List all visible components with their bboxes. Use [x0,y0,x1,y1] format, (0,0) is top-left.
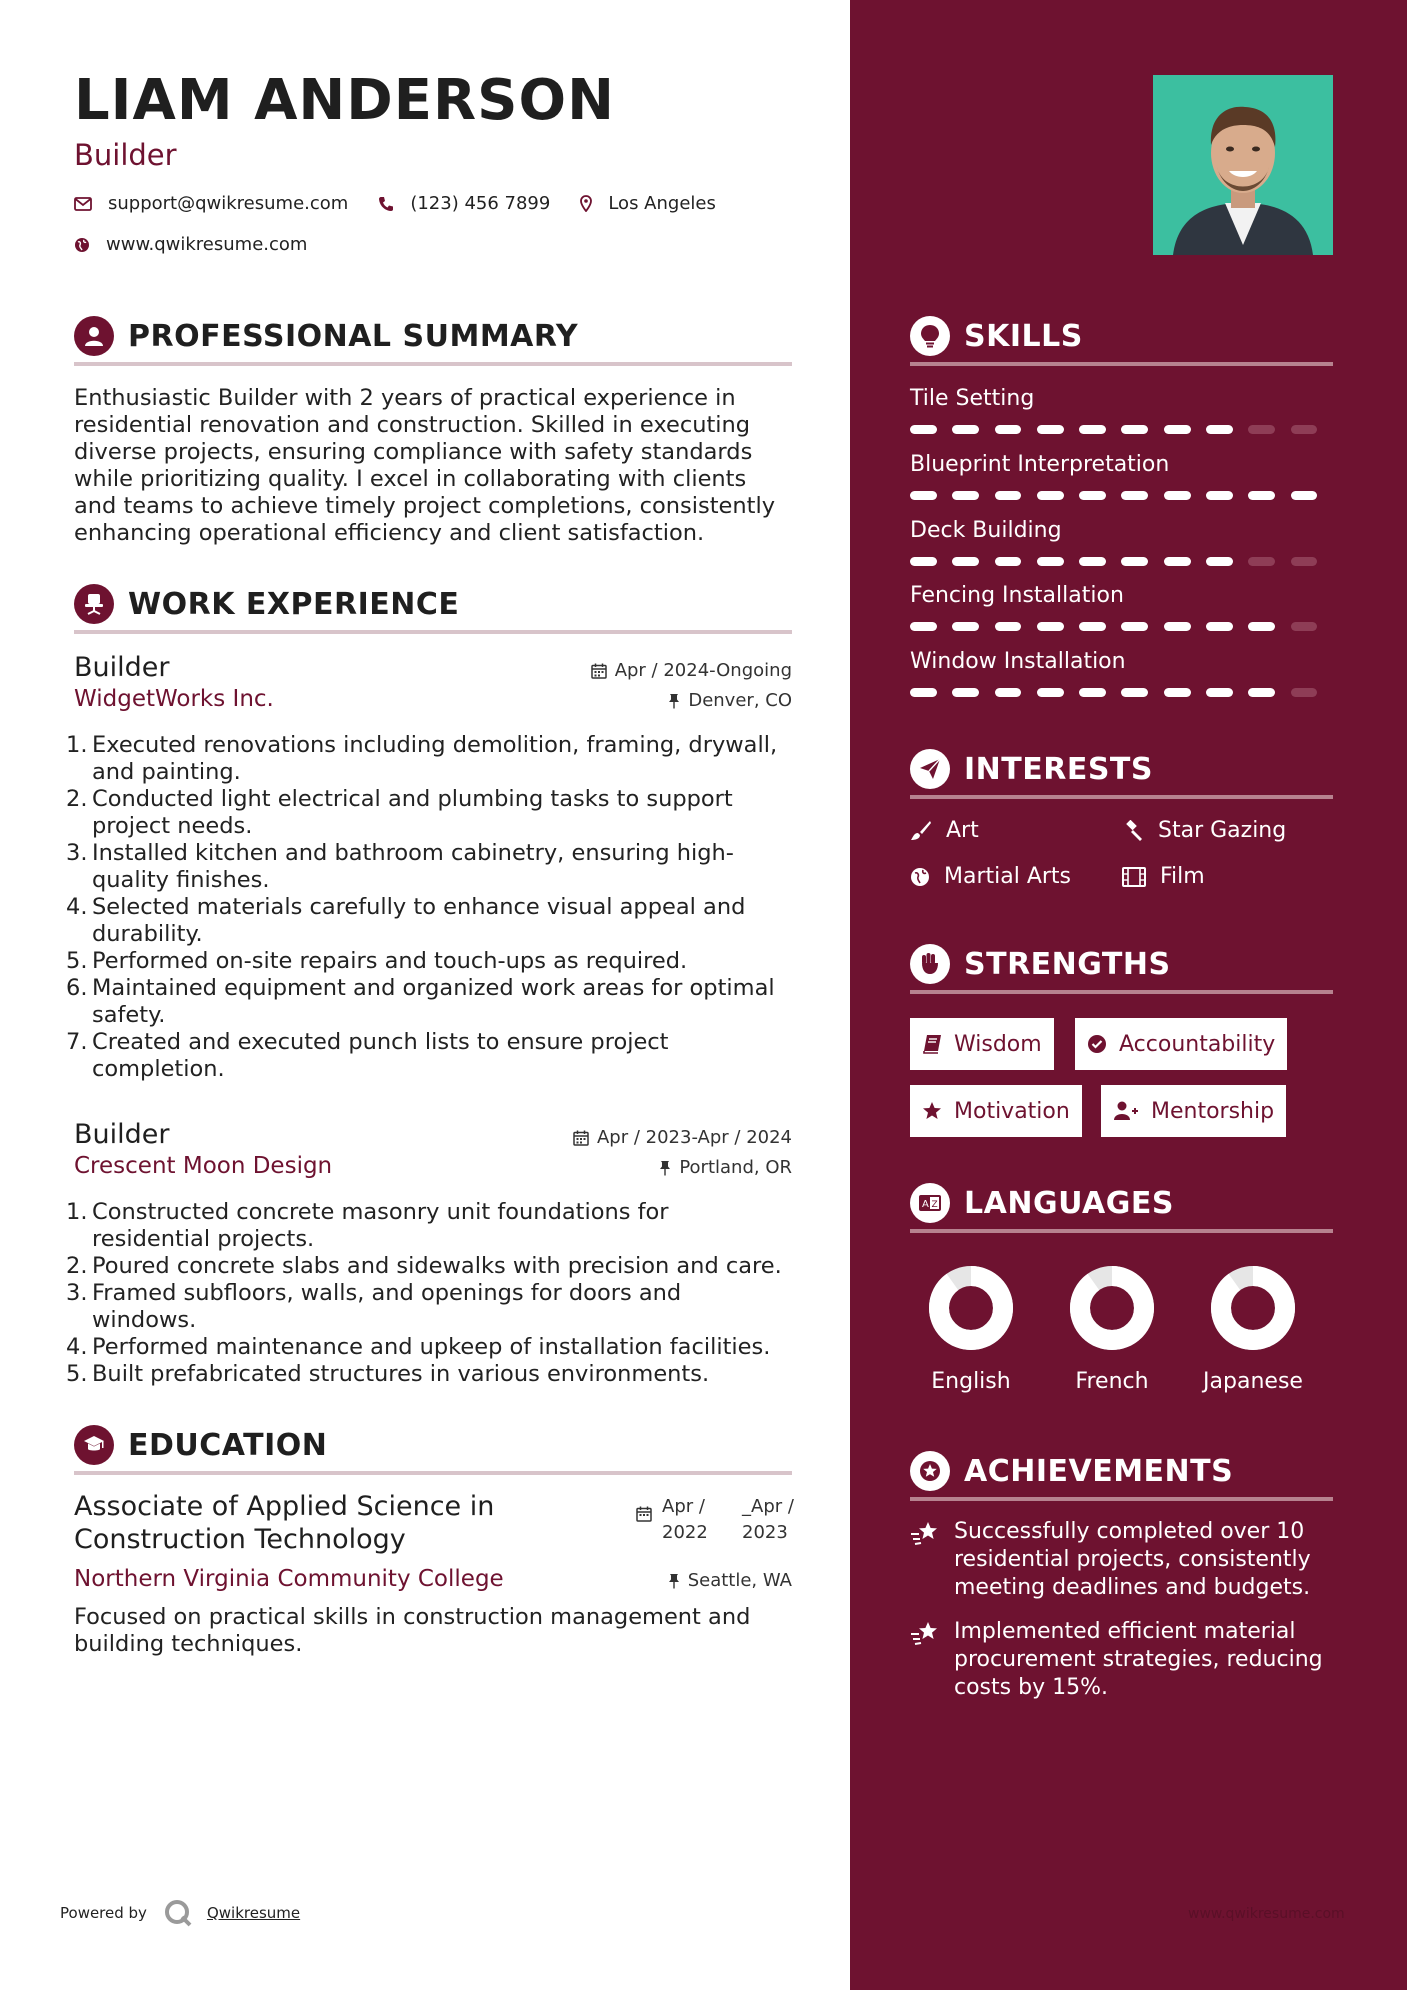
skill-dash [952,491,979,500]
skill-dash [1037,491,1064,500]
strength-label: Wisdom [954,1031,1042,1057]
skill-dash [1079,622,1106,631]
skill-dash [910,688,937,697]
strength-tag [910,1018,1054,1070]
language-item [1047,1265,1177,1394]
interest-item [1122,818,1286,843]
skill-item [910,518,1333,566]
skill-dash [995,557,1022,566]
calendar-icon [573,1130,589,1146]
interest-item [910,818,979,843]
skill-name: Blueprint Interpretation [910,452,1170,477]
strength-label: Mentorship [1151,1098,1275,1124]
summary-heading [74,316,792,356]
duty-text: Performed on-site repairs and touch-ups as required. [92,948,688,974]
interest-item [910,864,1071,889]
job-company: Crescent Moon Design [74,1153,333,1179]
skill-dash [1121,622,1148,631]
envelope-icon [74,197,92,211]
skill-dash [1206,491,1233,500]
education-description: Focused on practical skills in construction management and building techniques. [74,1604,751,1657]
calendar-icon [636,1506,652,1522]
skill-name: Fencing Installation [910,583,1124,608]
strength-tag [1075,1018,1287,1070]
check-circle-icon [1087,1034,1107,1054]
skill-dash [1164,557,1191,566]
phone-text: (123) 456 7899 [410,193,551,214]
section-divider [910,1229,1333,1233]
powered-by [60,1898,300,1928]
interest-label: Art [946,818,979,843]
book-icon [922,1034,942,1054]
section-title: ACHIEVEMENTS [964,1453,1234,1489]
duty-item: 1. Executed renovations including demolition, framing, drywall, and painting. [66,732,778,785]
profile-photo [1153,75,1333,255]
office-chair-icon [74,584,114,624]
skill-dash [952,622,979,631]
calendar-icon [591,663,607,679]
skill-item [910,386,1333,434]
film-icon [1122,867,1146,887]
skill-dash [910,622,937,631]
right-column [850,0,1407,1990]
contact-row-2 [74,234,337,255]
job-date-text: Apr / 2023-Apr / 2024 [596,1127,792,1148]
strengths-heading [910,944,1333,984]
skill-dash [952,425,979,434]
education-entry [74,1490,794,1657]
strength-label: Motivation [954,1098,1070,1124]
skill-dash [1037,557,1064,566]
qwikresume-logo-icon [163,1898,193,1928]
candidate-name: LIAM ANDERSON [74,68,615,133]
gavel-icon [1122,820,1144,842]
duty-text: Selected materials carefully to enhance visual appeal and durability. [92,894,746,947]
skills-heading [910,316,1333,356]
job-duties [66,732,792,1083]
contact-phone[interactable] [378,193,550,214]
skill-item [910,649,1333,697]
skill-dash [1164,622,1191,631]
language-label: English [931,1369,1011,1394]
skill-dash [1206,688,1233,697]
job-location-text: Denver, CO [688,690,792,711]
duty-text: Performed maintenance and upkeep of installation facilities. [92,1334,771,1360]
skill-dash [1037,688,1064,697]
duty-item: 5. Performed on-site repairs and touch-ups as required. [66,948,688,974]
section-title: STRENGTHS [964,946,1171,982]
section-title: WORK EXPERIENCE [128,586,460,622]
skill-level-bar [910,491,1333,500]
contact-location [580,193,716,214]
duty-text: Constructed concrete masonry unit foundations for residential projects. [92,1199,669,1252]
education-date [636,1494,798,1546]
job-duties [66,1199,792,1388]
pushpin-icon [668,1573,680,1589]
section-divider [910,362,1333,366]
achievement-item [910,1518,1340,1602]
svg-text:Z: Z [931,1200,938,1210]
skill-dash [1206,622,1233,631]
candidate-title: Builder [74,138,177,172]
donut-fill [1080,1276,1144,1340]
section-divider [74,362,792,366]
skill-dash [995,491,1022,500]
job-company: WidgetWorks Inc. [74,686,274,712]
job-entry [66,1119,792,1388]
skill-dash [995,622,1022,631]
skill-dash [1291,491,1318,500]
graduation-icon [74,1425,114,1465]
interest-label: Martial Arts [944,864,1072,889]
experience-heading [74,584,792,624]
skill-dash [1291,425,1318,434]
section-title: INTERESTS [964,751,1153,787]
duty-item: 3. Installed kitchen and bathroom cabinetry, ensuring high-quality finishes. [66,840,734,893]
education-location [668,1570,792,1591]
skill-dash [1079,557,1106,566]
job-date [591,660,792,681]
duty-text: Framed subfloors, walls, and openings for doors and windows. [92,1280,682,1333]
skill-dash [1164,491,1191,500]
skill-level-bar [910,688,1333,697]
languages-heading [910,1183,1333,1223]
interest-label: Star Gazing [1158,818,1287,843]
user-plus-icon [1113,1101,1139,1121]
job-role: Builder [74,1119,170,1150]
language-level-donut [1210,1265,1296,1351]
star-badge-icon [910,1451,950,1491]
section-divider [74,1471,792,1475]
skill-dash [1121,557,1148,566]
skill-dash [1248,688,1275,697]
skill-dash [1121,425,1148,434]
education-location-text: Seattle, WA [687,1570,792,1591]
skill-dash [995,688,1022,697]
skill-dash [1248,622,1275,631]
language-item [1188,1265,1318,1394]
lightbulb-icon [910,316,950,356]
interest-label: Film [1160,864,1205,889]
brand-link[interactable]: Qwikresume [206,1904,301,1922]
skill-dash [1079,491,1106,500]
watermark: www.qwikresume.com [1188,1906,1345,1922]
skill-dash [1164,688,1191,697]
skill-dash [1121,491,1148,500]
section-divider [910,795,1333,799]
skill-dash [952,557,979,566]
language-label: French [1075,1369,1149,1394]
section-title: EDUCATION [128,1427,328,1463]
skill-item [910,452,1333,500]
paintbrush-icon [910,820,932,842]
skill-dash [1079,688,1106,697]
duty-item: 4. Performed maintenance and upkeep of installation facilities. [66,1334,771,1360]
fist-icon [910,944,950,984]
duty-item: 2. Poured concrete slabs and sidewalks with precision and care. [66,1253,782,1279]
education-heading [74,1425,792,1465]
skill-dash [995,425,1022,434]
duty-text: Executed renovations including demolition, framing, drywall, and painting. [92,732,778,785]
skill-dash [1079,425,1106,434]
section-divider [910,1497,1333,1501]
donut-fill [1221,1276,1285,1340]
degree: Associate of Applied Science in Construction Technology [74,1491,495,1555]
skill-dash [1121,688,1148,697]
job-entry [66,652,792,1083]
school-name: Northern Virginia Community College [74,1566,504,1592]
job-role: Builder [74,652,170,683]
duty-text: Built prefabricated structures in various environments. [92,1361,710,1387]
interests-heading [910,749,1333,789]
duty-item: 7. Created and executed punch lists to ensure project completion. [66,1029,669,1082]
contact-email[interactable] [74,193,348,214]
skill-level-bar [910,557,1333,566]
section-title: SKILLS [964,318,1083,354]
skill-dash [952,688,979,697]
duty-item: 6. Maintained equipment and organized work areas for optimal safety. [66,975,775,1028]
skill-dash [910,557,937,566]
section-title: LANGUAGES [964,1185,1174,1221]
globe-icon [74,237,90,253]
skill-dash [1164,425,1191,434]
duty-item: 2. Conducted light electrical and plumbing tasks to support project needs. [66,786,733,839]
location-text: Los Angeles [608,193,716,214]
skill-dash [1037,425,1064,434]
globe-icon [910,867,930,887]
section-divider [74,630,792,634]
donut-fill [939,1276,1003,1340]
skill-dash [1248,425,1275,434]
duty-item: 3. Framed subfloors, walls, and openings for doors and windows. [66,1280,682,1333]
shooting-star-icon [910,1620,940,1646]
contact-row [74,193,746,214]
language-level-donut [1069,1265,1155,1351]
language-label: Japanese [1203,1369,1303,1394]
language-icon [910,1183,950,1223]
duty-text: Conducted light electrical and plumbing tasks to support project needs. [92,786,733,839]
job-date [573,1127,792,1148]
summary-text: Enthusiastic Builder with 2 years of practical experience in residential renovation and construction. Skilled in executing diverse projects, ensuring compliance with safety standards while prioritizing quality. I excel in collaborating with clients and teams to achieve timely project completions, consistently enhancing operational efficiency and client satisfaction. [74,385,776,546]
skill-dash [1248,557,1275,566]
achievement-item [910,1618,1340,1702]
skill-item [910,583,1333,631]
svg-text:A: A [922,1199,929,1210]
strength-tag [1101,1085,1286,1137]
achievement-text: Implemented efficient material procurement strategies, reducing costs by 15%. [954,1619,1323,1700]
portrait-image [1153,75,1333,255]
duty-text: Installed kitchen and bathroom cabinetry, ensuring high-quality finishes. [92,840,734,893]
shooting-star-icon [910,1520,940,1546]
skill-dash [1037,622,1064,631]
website-text: www.qwikresume.com [106,234,308,255]
phone-icon [378,196,394,212]
duty-text: Poured concrete slabs and sidewalks with precision and care. [92,1253,782,1279]
language-level-donut [928,1265,1014,1351]
skill-dash [1291,557,1318,566]
job-location [668,690,792,711]
powered-by-text: Powered by [60,1904,147,1922]
duty-text: Created and executed punch lists to ensure project completion. [92,1029,669,1082]
skill-dash [1291,688,1318,697]
strength-tag [910,1085,1082,1137]
map-pin-icon [580,195,592,212]
job-date-text: Apr / 2024-Ongoing [614,660,792,681]
paper-plane-icon [910,749,950,789]
skill-level-bar [910,425,1333,434]
interest-item [1122,864,1205,889]
achievements-heading [910,1451,1333,1491]
duty-item: 1. Constructed concrete masonry unit foundations for residential projects. [66,1199,669,1252]
email-text: support@qwikresume.com [108,193,349,214]
job-location [659,1157,792,1178]
duty-item: 5. Built prefabricated structures in various environments. [66,1361,710,1387]
language-item [906,1265,1036,1394]
skill-dash [1206,557,1233,566]
section-divider [910,990,1333,994]
skill-dash [1248,491,1275,500]
skill-name: Window Installation [910,649,1126,674]
strength-label: Accountability [1119,1031,1276,1057]
skill-name: Tile Setting [910,386,1035,411]
contact-website[interactable] [74,234,307,255]
duty-item: 4. Selected materials carefully to enhance visual appeal and durability. [66,894,746,947]
job-location-text: Portland, OR [679,1157,792,1178]
skill-dash [910,425,937,434]
skill-dash [910,491,937,500]
skill-name: Deck Building [910,518,1062,543]
pushpin-icon [659,1160,671,1176]
achievement-text: Successfully completed over 10 residential projects, consistently meeting deadlines and budgets. [954,1519,1311,1600]
star-icon [922,1101,942,1121]
pushpin-icon [668,693,680,709]
duty-text: Maintained equipment and organized work areas for optimal safety. [92,975,775,1028]
skill-dash [1291,622,1318,631]
date-end: _Apr / 2023 [742,1496,794,1543]
skill-level-bar [910,622,1333,631]
date-start: Apr / 2022 [662,1496,708,1543]
user-icon [74,316,114,356]
section-title: PROFESSIONAL SUMMARY [128,318,579,354]
skill-dash [1206,425,1233,434]
